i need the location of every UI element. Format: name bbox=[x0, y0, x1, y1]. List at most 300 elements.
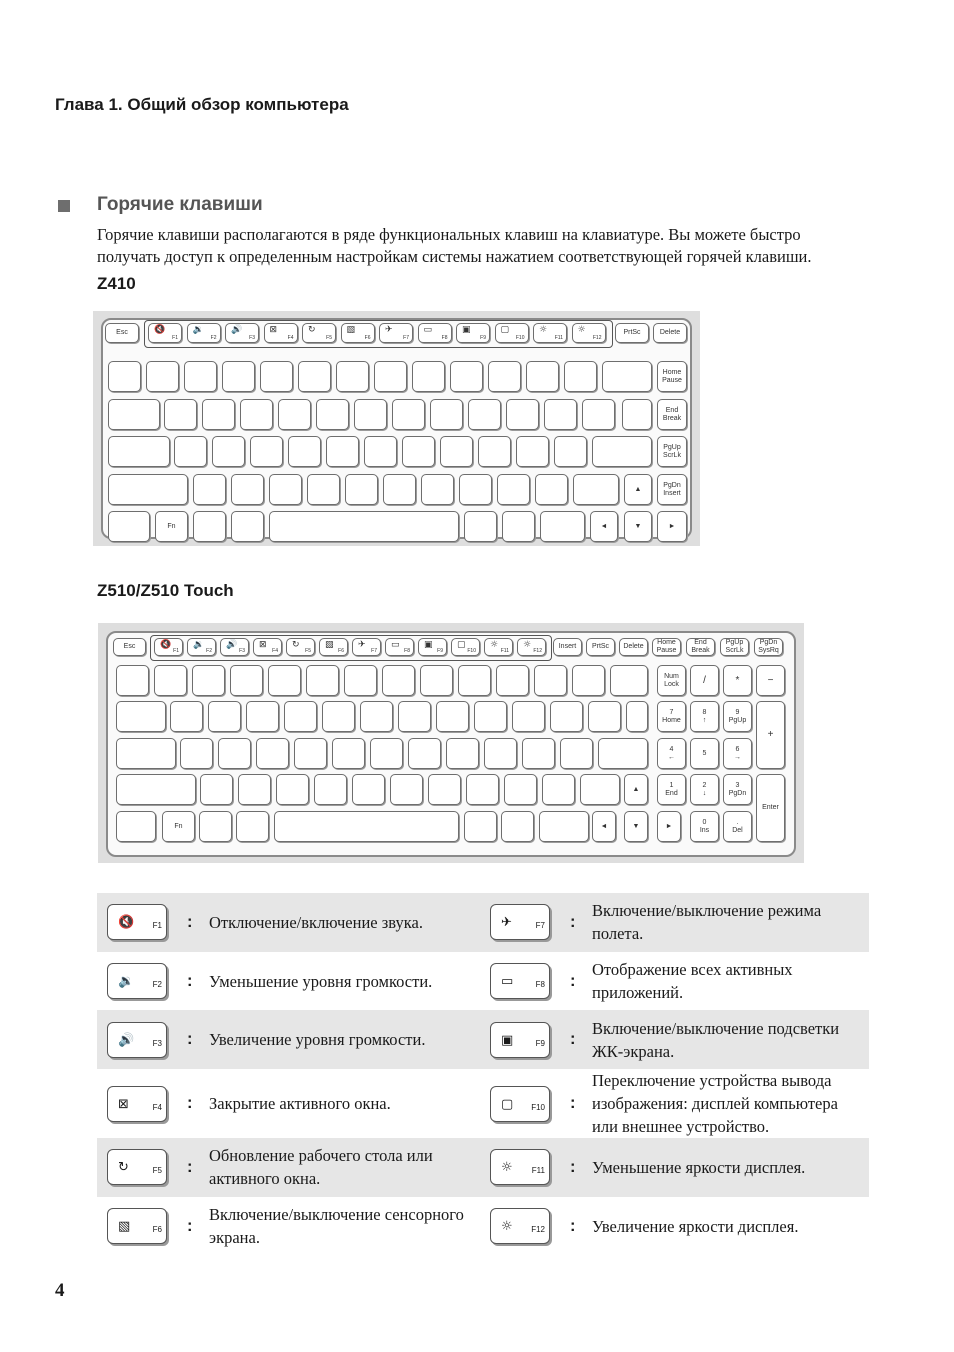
key2-insert-label: Insert bbox=[558, 643, 577, 650]
hotkey-f11-label: F11 bbox=[531, 1166, 545, 1176]
key2-num9-label: 9 PgUp bbox=[728, 708, 747, 724]
key2-esc-label: Esc bbox=[123, 643, 136, 650]
key2-num-dot-label: . Del bbox=[732, 818, 743, 834]
key2-r1-8 bbox=[420, 665, 453, 696]
key2-num-plus bbox=[756, 701, 785, 769]
key2-num5 bbox=[690, 738, 719, 769]
hotkey-colon: : bbox=[187, 893, 209, 952]
key-r4-8 bbox=[497, 474, 530, 505]
key2-num8 bbox=[690, 701, 719, 732]
key2-r2-6 bbox=[398, 701, 431, 732]
key2-r1-6 bbox=[344, 665, 377, 696]
key-f7-label: F7 bbox=[403, 335, 409, 341]
hotkey-f4-key bbox=[107, 1086, 167, 1122]
key-pgup bbox=[657, 436, 687, 467]
key-r1-4 bbox=[260, 361, 293, 392]
hotkey-f7-icon: ✈ bbox=[501, 915, 512, 931]
key-r2-11 bbox=[582, 399, 615, 430]
key2-f4-icon: ⊠ bbox=[259, 640, 267, 650]
hotkey-f7-label: F7 bbox=[535, 921, 545, 931]
key2-r3-0 bbox=[180, 738, 213, 769]
key2-f8-icon: ▭ bbox=[391, 640, 400, 650]
key2-r1-2 bbox=[192, 665, 225, 696]
key-r1-0 bbox=[108, 361, 141, 392]
key-ralt bbox=[464, 511, 497, 542]
key2-numlock bbox=[657, 665, 686, 696]
model-z510-heading: Z510/Z510 Touch bbox=[97, 581, 234, 600]
hotkey-f1-key bbox=[107, 904, 167, 940]
key2-f12-icon: ☼ bbox=[523, 640, 532, 650]
key-r2-7 bbox=[430, 399, 463, 430]
key2-r2-8 bbox=[474, 701, 507, 732]
key2-r1-1 bbox=[154, 665, 187, 696]
key-left bbox=[590, 511, 618, 542]
hotkey-f5-label: F5 bbox=[152, 1166, 162, 1176]
key2-num6-label: 6 → bbox=[734, 745, 741, 761]
key2-r2-2 bbox=[246, 701, 279, 732]
key2-prtsc bbox=[586, 638, 615, 656]
hotkey-description: Включение/выключение подсветки ЖК-экрана. bbox=[592, 1010, 869, 1069]
hotkey-f2-label: F2 bbox=[152, 980, 162, 990]
key2-ralt bbox=[464, 811, 497, 842]
section-bullet bbox=[58, 200, 70, 212]
key-r4-9 bbox=[535, 474, 568, 505]
hotkey-f6-key bbox=[107, 1208, 167, 1244]
key-fn bbox=[155, 511, 188, 542]
key-f8 bbox=[418, 323, 452, 343]
key2-r3-9 bbox=[522, 738, 555, 769]
key-r1-2 bbox=[184, 361, 217, 392]
key2-r3-2 bbox=[256, 738, 289, 769]
key2-f8 bbox=[385, 638, 414, 656]
key-r3-3 bbox=[288, 436, 321, 467]
hotkey-description: Увеличение яркости дисплея. bbox=[592, 1216, 799, 1236]
key-r4-0 bbox=[193, 474, 226, 505]
hotkey-f11-key bbox=[490, 1149, 550, 1185]
key2-num-star-label: * bbox=[735, 674, 740, 686]
hotkey-description: Включение/выключение сенсорного экрана. bbox=[209, 1205, 464, 1248]
key2-num-dot bbox=[723, 811, 752, 842]
key-pgdn bbox=[657, 474, 687, 505]
key2-f5-label: F5 bbox=[305, 648, 311, 654]
key-r1-9 bbox=[450, 361, 483, 392]
section-title: Горячие клавиши bbox=[97, 194, 263, 215]
key2-f6-icon: ▧ bbox=[325, 640, 334, 650]
key-r1-10 bbox=[488, 361, 521, 392]
key-backslash bbox=[622, 399, 652, 430]
key2-f5-icon: ↻ bbox=[292, 640, 300, 650]
key-r1-5 bbox=[298, 361, 331, 392]
key2-f9-label: F9 bbox=[437, 648, 443, 654]
key-r1-12 bbox=[564, 361, 597, 392]
key-prtsc-label: PrtSc bbox=[623, 329, 641, 336]
key-f1-icon: 🔇 bbox=[154, 325, 166, 335]
key2-r4-5 bbox=[390, 774, 423, 805]
key2-r1-4 bbox=[268, 665, 301, 696]
key-f5 bbox=[302, 323, 336, 343]
key2-lshift bbox=[116, 774, 196, 805]
key2-num2-label: 2 ↓ bbox=[702, 781, 707, 797]
key2-f1-label: F1 bbox=[173, 648, 179, 654]
hotkey-f3-label: F3 bbox=[152, 1038, 162, 1048]
key-r2-9 bbox=[506, 399, 539, 430]
key2-f11-label: F11 bbox=[500, 648, 509, 654]
key-f11-icon: ☼ bbox=[539, 325, 548, 335]
key2-home bbox=[652, 638, 681, 656]
hotkey-f10-label: F10 bbox=[531, 1102, 545, 1112]
key-r4-1 bbox=[231, 474, 264, 505]
key2-r4-2 bbox=[276, 774, 309, 805]
key-f11 bbox=[533, 323, 567, 343]
hotkey-f3-icon: 🔊 bbox=[118, 1032, 135, 1048]
hotkey-description: Увеличение уровня громкости. bbox=[209, 1010, 484, 1069]
hotkey-row bbox=[97, 1069, 869, 1138]
hotkey-description: Отображение всех активных приложений. bbox=[592, 960, 793, 1003]
key2-num3-label: 3 PgDn bbox=[728, 781, 747, 797]
key2-r4-6 bbox=[428, 774, 461, 805]
key2-num9 bbox=[723, 701, 752, 732]
key2-fn-label: Fn bbox=[174, 822, 183, 830]
key2-r2-11 bbox=[588, 701, 621, 732]
key-f9-label: F9 bbox=[480, 335, 486, 341]
key2-f2-label: F2 bbox=[206, 648, 212, 654]
key-f5-label: F5 bbox=[326, 335, 332, 341]
key-f7 bbox=[379, 323, 413, 343]
key2-num-star bbox=[723, 665, 752, 696]
key-r3-9 bbox=[516, 436, 549, 467]
key2-r2-10 bbox=[550, 701, 583, 732]
key-tab bbox=[108, 399, 160, 430]
key-f4-label: F4 bbox=[287, 335, 294, 341]
key-r4-7 bbox=[459, 474, 492, 505]
key2-f3-icon: 🔊 bbox=[226, 640, 238, 650]
key2-f9-icon: ▣ bbox=[424, 640, 433, 650]
key2-num1-label: 1 End bbox=[665, 781, 678, 797]
hotkey-f7-key bbox=[490, 904, 550, 940]
key2-f10 bbox=[451, 638, 480, 656]
key2-numlock-label: Num Lock bbox=[664, 672, 679, 688]
hotkey-f12-key bbox=[490, 1208, 550, 1244]
key2-r2-3 bbox=[284, 701, 317, 732]
key-r1-3 bbox=[222, 361, 255, 392]
key-rshift bbox=[573, 474, 619, 505]
key-r4-5 bbox=[383, 474, 416, 505]
hotkey-f2-icon: 🔉 bbox=[118, 974, 135, 990]
key2-win bbox=[199, 811, 232, 842]
key-delete bbox=[653, 323, 687, 343]
key2-menu bbox=[501, 811, 534, 842]
hotkey-colon: : bbox=[187, 1094, 193, 1113]
key-r3-4 bbox=[326, 436, 359, 467]
key-r4-6 bbox=[421, 474, 454, 505]
hotkey-description: Обновление рабочего стола или активного окна. bbox=[209, 1138, 484, 1197]
key-r4-4 bbox=[345, 474, 378, 505]
key2-r4-8 bbox=[504, 774, 537, 805]
key-f10-icon: ▢ bbox=[500, 325, 510, 335]
key2-r2-0 bbox=[170, 701, 203, 732]
key-left-label: ◄ bbox=[600, 522, 608, 530]
key2-r3-5 bbox=[370, 738, 403, 769]
hotkey-f12-icon: ☼ bbox=[501, 1219, 513, 1235]
key2-r4-0 bbox=[200, 774, 233, 805]
key2-f5 bbox=[286, 638, 315, 656]
key2-home-label: Home Pause bbox=[656, 639, 677, 654]
hotkey-colon: : bbox=[570, 1216, 576, 1235]
hotkey-f8-key bbox=[490, 963, 550, 999]
key-f12-label: F12 bbox=[592, 335, 602, 341]
key2-r1-0 bbox=[116, 665, 149, 696]
key2-right bbox=[657, 811, 681, 842]
hotkey-description: Уменьшение уровня громкости. bbox=[209, 971, 433, 991]
key2-num1 bbox=[657, 774, 686, 805]
key2-r2-4 bbox=[322, 701, 355, 732]
key2-num-minus-label: − bbox=[767, 674, 774, 686]
hotkey-f6-label: F6 bbox=[152, 1225, 162, 1235]
key2-r2-1 bbox=[208, 701, 241, 732]
key-r1-6 bbox=[336, 361, 369, 392]
key2-r1-7 bbox=[382, 665, 415, 696]
hotkey-colon: : bbox=[570, 971, 576, 990]
key-end-label: End Break bbox=[662, 406, 682, 422]
key-r3-1 bbox=[212, 436, 245, 467]
key2-tab bbox=[116, 701, 166, 732]
key-r3-8 bbox=[478, 436, 511, 467]
key2-r1-12 bbox=[572, 665, 605, 696]
key-down-label: ▼ bbox=[634, 522, 642, 530]
key2-r3-3 bbox=[294, 738, 327, 769]
key-right bbox=[657, 511, 687, 542]
key2-rshift bbox=[580, 774, 620, 805]
key-f8-icon: ▭ bbox=[423, 325, 433, 335]
model-z410-heading: Z410 bbox=[97, 274, 136, 293]
key-r3-6 bbox=[402, 436, 435, 467]
key-f4 bbox=[264, 323, 298, 343]
hotkey-f8-label: F8 bbox=[535, 980, 545, 990]
hotkey-colon: : bbox=[187, 1010, 209, 1069]
hotkey-colon: : bbox=[187, 1216, 193, 1235]
key-f2 bbox=[187, 323, 221, 343]
hotkey-f1-icon: 🔇 bbox=[118, 915, 135, 931]
key-r2-4 bbox=[316, 399, 349, 430]
key-esc bbox=[105, 323, 139, 343]
hotkey-f6-icon: ▧ bbox=[118, 1219, 131, 1235]
key-r2-0 bbox=[164, 399, 197, 430]
keyboard-z510-figure bbox=[98, 623, 804, 863]
key2-num0-label: 0 Ins bbox=[699, 818, 710, 834]
key2-f9 bbox=[418, 638, 447, 656]
key2-pgdn-label: PgDn SysRq bbox=[758, 639, 779, 654]
key-r2-5 bbox=[354, 399, 387, 430]
key-fn-label: Fn bbox=[167, 522, 176, 530]
key2-r2-5 bbox=[360, 701, 393, 732]
key2-f2 bbox=[187, 638, 216, 656]
key-home bbox=[657, 361, 687, 392]
key2-fn bbox=[162, 811, 195, 842]
key2-delete-label: Delete bbox=[623, 643, 644, 650]
key2-f2-icon: 🔉 bbox=[193, 640, 205, 650]
key-f1-label: F1 bbox=[172, 335, 178, 341]
key2-esc bbox=[113, 638, 146, 656]
key2-enter-main bbox=[598, 738, 648, 769]
key2-f7-label: F7 bbox=[371, 648, 377, 654]
key-f3-label: F3 bbox=[249, 335, 255, 341]
hotkey-f9-key bbox=[490, 1022, 550, 1058]
key2-num2 bbox=[690, 774, 719, 805]
key2-up bbox=[624, 774, 648, 805]
key2-caps bbox=[116, 738, 176, 769]
key2-f12-label: F12 bbox=[533, 648, 542, 654]
hotkey-row bbox=[97, 952, 869, 1011]
key-r4-3 bbox=[307, 474, 340, 505]
key-r2-8 bbox=[468, 399, 501, 430]
key2-left bbox=[592, 811, 616, 842]
key-f3-icon: 🔊 bbox=[231, 325, 243, 335]
key-f6-label: F6 bbox=[364, 335, 371, 341]
hotkey-colon: : bbox=[570, 1094, 576, 1113]
key-f12-icon: ☼ bbox=[577, 325, 586, 335]
hotkey-row bbox=[97, 1197, 869, 1256]
hotkey-colon: : bbox=[570, 1010, 592, 1069]
key2-num8-label: 8 ↑ bbox=[702, 708, 707, 724]
hotkey-f8-icon: ▭ bbox=[501, 974, 514, 990]
key2-r4-3 bbox=[314, 774, 347, 805]
key-r3-10 bbox=[554, 436, 587, 467]
hotkey-row bbox=[97, 1138, 869, 1197]
key2-r4-1 bbox=[238, 774, 271, 805]
key2-num6 bbox=[723, 738, 752, 769]
key-r4-2 bbox=[269, 474, 302, 505]
hotkey-f9-icon: ▣ bbox=[501, 1032, 514, 1048]
key-menu bbox=[502, 511, 535, 542]
key-r2-1 bbox=[202, 399, 235, 430]
key2-f6-label: F6 bbox=[338, 648, 344, 654]
key2-num-slash-label: / bbox=[703, 674, 706, 686]
key2-insert bbox=[553, 638, 582, 656]
hotkey-description: Переключение устройства вывода изображения: дисплей компьютера или внешнее устройство. bbox=[592, 1071, 838, 1137]
key2-r4-4 bbox=[352, 774, 385, 805]
key2-r3-7 bbox=[446, 738, 479, 769]
key-win bbox=[193, 511, 226, 542]
hotkey-row bbox=[97, 1010, 869, 1069]
key-pgdn-label: PgDn Insert bbox=[663, 481, 681, 497]
hotkey-f3-key bbox=[107, 1022, 167, 1058]
hotkey-colon: : bbox=[187, 1138, 209, 1197]
key-right-label: ► bbox=[668, 522, 676, 530]
key2-f6 bbox=[319, 638, 348, 656]
key2-f8-label: F8 bbox=[404, 648, 410, 654]
key2-r2-9 bbox=[512, 701, 545, 732]
chapter-heading: Глава 1. Общий обзор компьютера bbox=[55, 95, 349, 114]
key2-f10-icon: ▢ bbox=[457, 640, 466, 650]
key2-num7-label: 7 Home bbox=[662, 708, 681, 724]
key2-f7-icon: ✈ bbox=[358, 640, 366, 650]
key2-num7 bbox=[657, 701, 686, 732]
hotkey-f4-label: F4 bbox=[152, 1102, 162, 1112]
key2-backslash bbox=[626, 701, 648, 732]
key2-r2-7 bbox=[436, 701, 469, 732]
key-space bbox=[269, 511, 459, 542]
intro-paragraph: Горячие клавиши располагаются в ряде функциональных клавиш на клавиатуре. Вы можете быстро получать доступ к определенным настройкам системы нажатием соответствующей горячей клавиши. bbox=[97, 225, 812, 266]
key-ctrl bbox=[108, 511, 150, 542]
key-r2-6 bbox=[392, 399, 425, 430]
key2-f1 bbox=[154, 638, 183, 656]
key2-prtsc-label: PrtSc bbox=[591, 643, 610, 650]
key2-r3-8 bbox=[484, 738, 517, 769]
key-esc-label: Esc bbox=[116, 329, 128, 336]
key2-end-label: End Break bbox=[691, 639, 710, 654]
key2-f10-label: F10 bbox=[467, 648, 476, 654]
key2-alt bbox=[236, 811, 269, 842]
key2-r1-3 bbox=[230, 665, 263, 696]
key-f9 bbox=[456, 323, 490, 343]
key-r1-1 bbox=[146, 361, 179, 392]
key2-rctrl bbox=[539, 811, 589, 842]
key-down bbox=[624, 511, 652, 542]
hotkey-f11-icon: ☼ bbox=[501, 1160, 513, 1176]
key-backspace bbox=[602, 361, 652, 392]
hotkey-table bbox=[97, 893, 869, 1255]
key-f2-icon: 🔉 bbox=[192, 325, 204, 335]
key-r2-3 bbox=[278, 399, 311, 430]
hotkey-row bbox=[97, 893, 869, 952]
key2-num-plus-label: + bbox=[767, 729, 774, 740]
key2-f7 bbox=[352, 638, 381, 656]
hotkey-f1-label: F1 bbox=[152, 921, 162, 931]
key2-pgup bbox=[720, 638, 749, 656]
key-f11-label: F11 bbox=[554, 335, 563, 341]
key-f6 bbox=[341, 323, 375, 343]
key-caps bbox=[108, 436, 170, 467]
key2-r1-5 bbox=[306, 665, 339, 696]
page-number: 4 bbox=[55, 1280, 65, 1301]
key-f10-label: F10 bbox=[515, 335, 525, 341]
key2-delete bbox=[619, 638, 648, 656]
key-f7-icon: ✈ bbox=[385, 325, 393, 335]
key2-f4 bbox=[253, 638, 282, 656]
hotkey-f5-key bbox=[107, 1149, 167, 1185]
key2-f1-icon: 🔇 bbox=[160, 640, 172, 650]
key-rctrl bbox=[540, 511, 585, 542]
key-lshift bbox=[108, 474, 188, 505]
key-end bbox=[657, 399, 687, 430]
key-prtsc bbox=[615, 323, 649, 343]
key-f6-icon: ▧ bbox=[346, 325, 356, 335]
key2-num5-label: 5 bbox=[702, 749, 707, 757]
key2-up-label: ▲ bbox=[632, 785, 640, 793]
key2-r1-9 bbox=[458, 665, 491, 696]
key-r1-7 bbox=[374, 361, 407, 392]
key2-end bbox=[686, 638, 715, 656]
key-f3 bbox=[225, 323, 259, 343]
key-f12 bbox=[572, 323, 606, 343]
key2-num4 bbox=[657, 738, 686, 769]
key2-num3 bbox=[723, 774, 752, 805]
key-r3-0 bbox=[174, 436, 207, 467]
key2-num0 bbox=[690, 811, 719, 842]
hotkey-colon: : bbox=[570, 1138, 592, 1197]
hotkey-f12-label: F12 bbox=[531, 1225, 545, 1235]
key2-r3-10 bbox=[560, 738, 593, 769]
key2-down-label: ▼ bbox=[632, 822, 640, 830]
hotkey-f2-key bbox=[107, 963, 167, 999]
key2-r3-4 bbox=[332, 738, 365, 769]
key-r1-8 bbox=[412, 361, 445, 392]
key2-num-enter bbox=[756, 774, 785, 842]
key-up-label: ▲ bbox=[634, 485, 642, 493]
key-f2-label: F2 bbox=[210, 335, 217, 341]
key2-f12 bbox=[517, 638, 546, 656]
key-enter bbox=[592, 436, 652, 467]
